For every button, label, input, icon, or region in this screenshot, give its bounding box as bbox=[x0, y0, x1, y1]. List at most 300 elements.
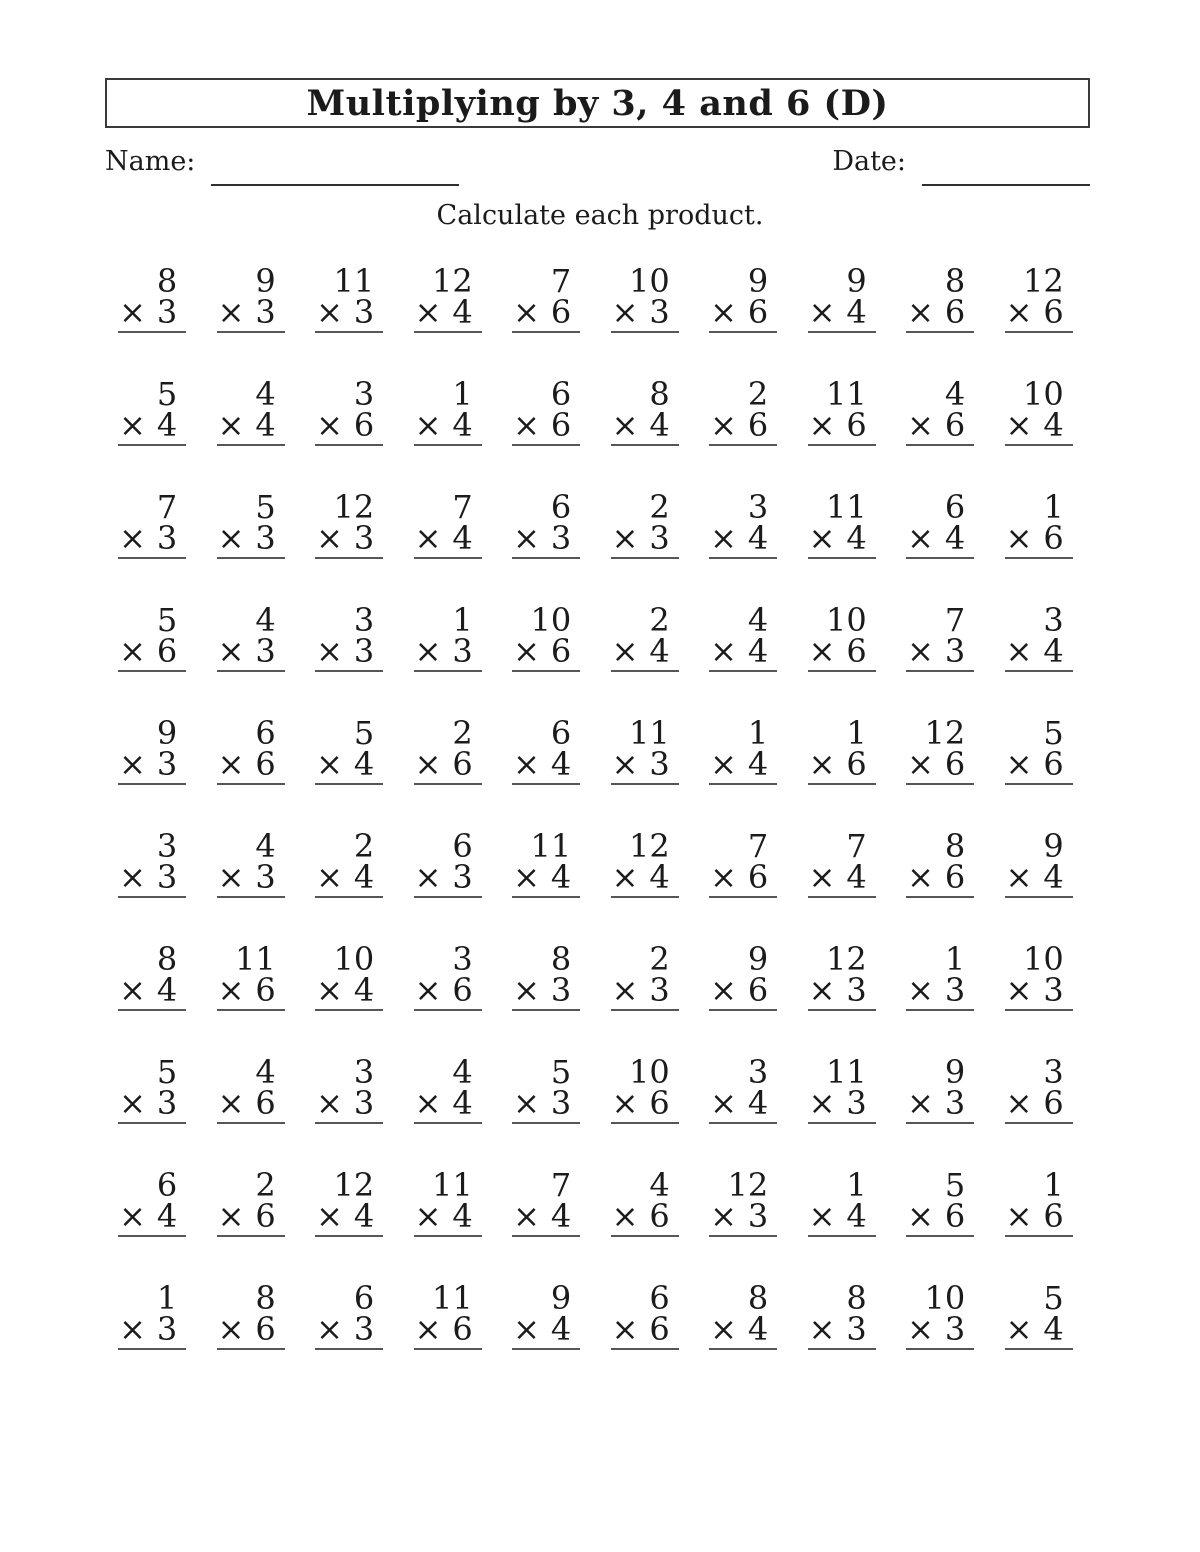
multiplicand: 2 bbox=[649, 940, 670, 978]
multiplicand: 6 bbox=[156, 1166, 178, 1204]
times-sign: × bbox=[217, 745, 245, 783]
date-blank-line bbox=[922, 184, 1090, 186]
multiplier: 3 bbox=[550, 1084, 572, 1122]
multiplier: 3 bbox=[156, 293, 178, 331]
problem bbox=[808, 827, 876, 898]
multiplier-row bbox=[611, 1310, 679, 1348]
times-sign: × bbox=[611, 1197, 639, 1235]
multiplicand: 9 bbox=[550, 1279, 572, 1317]
problem bbox=[118, 262, 186, 333]
problem bbox=[808, 1166, 876, 1237]
problem bbox=[906, 601, 974, 672]
multiplier-row bbox=[1005, 745, 1073, 783]
name-blank-line bbox=[211, 184, 459, 186]
multiplier-row bbox=[611, 971, 679, 1009]
multiplier: 3 bbox=[156, 519, 178, 557]
multiplier-row bbox=[611, 519, 679, 557]
multiplier-row bbox=[906, 406, 974, 444]
multiplicand: 9 bbox=[747, 262, 769, 300]
multiplier: 3 bbox=[156, 858, 178, 896]
multiplicand: 4 bbox=[747, 601, 769, 639]
times-sign: × bbox=[611, 1084, 639, 1122]
times-sign: × bbox=[513, 1310, 540, 1348]
problem bbox=[709, 940, 777, 1011]
multiplier-row bbox=[808, 632, 876, 670]
multiplier-row bbox=[808, 1084, 876, 1122]
multiplicand: 9 bbox=[846, 262, 867, 300]
times-sign: × bbox=[316, 519, 343, 557]
multiplicand: 12 bbox=[432, 262, 473, 300]
multiplicand: 5 bbox=[353, 714, 375, 752]
problem bbox=[709, 1053, 777, 1124]
multiplier: 4 bbox=[353, 745, 375, 783]
problem bbox=[709, 601, 777, 672]
problems-grid bbox=[103, 262, 1088, 1350]
multiplier: 3 bbox=[846, 1310, 867, 1348]
multiplier: 3 bbox=[944, 1084, 966, 1122]
title-box bbox=[105, 78, 1090, 128]
problem bbox=[512, 1053, 580, 1124]
problem bbox=[315, 1053, 383, 1124]
times-sign: × bbox=[217, 1197, 245, 1235]
times-sign: × bbox=[611, 1310, 639, 1348]
multiplier-row bbox=[808, 293, 876, 331]
problem bbox=[709, 375, 777, 446]
multiplier: 6 bbox=[649, 1310, 670, 1348]
multiplier-row bbox=[709, 519, 777, 557]
multiplier-row bbox=[1005, 1310, 1073, 1348]
multiplier-row bbox=[118, 632, 186, 670]
problem bbox=[1005, 1279, 1073, 1350]
multiplicand: 1 bbox=[747, 714, 769, 752]
multiplicand: 6 bbox=[452, 827, 473, 865]
times-sign: × bbox=[710, 971, 737, 1009]
multiplier-row bbox=[1005, 406, 1073, 444]
multiplier: 4 bbox=[747, 1084, 769, 1122]
multiplier: 4 bbox=[156, 971, 178, 1009]
multiplicand: 5 bbox=[550, 1053, 572, 1091]
times-sign: × bbox=[316, 293, 343, 331]
problem bbox=[709, 1166, 777, 1237]
multiplicand: 2 bbox=[649, 488, 670, 526]
multiplier-row bbox=[414, 1197, 482, 1235]
multiplicand: 11 bbox=[826, 488, 867, 526]
multiplicand: 11 bbox=[432, 1279, 473, 1317]
multiplier-row bbox=[611, 858, 679, 896]
times-sign: × bbox=[217, 971, 245, 1009]
times-sign: × bbox=[907, 632, 934, 670]
times-sign: × bbox=[217, 858, 245, 896]
problem bbox=[611, 1279, 679, 1350]
multiplier: 6 bbox=[1043, 519, 1064, 557]
multiplier-row bbox=[315, 1084, 383, 1122]
times-sign: × bbox=[1005, 632, 1033, 670]
multiplicand: 1 bbox=[452, 601, 473, 639]
problem bbox=[315, 488, 383, 559]
multiplicand: 1 bbox=[1043, 1166, 1064, 1204]
times-sign: × bbox=[513, 406, 540, 444]
problem bbox=[315, 827, 383, 898]
times-sign: × bbox=[710, 406, 737, 444]
multiplier-row bbox=[512, 971, 580, 1009]
times-sign: × bbox=[808, 1084, 836, 1122]
multiplier-row bbox=[906, 858, 974, 896]
multiplicand: 12 bbox=[333, 488, 375, 526]
multiplier-row bbox=[611, 745, 679, 783]
problem bbox=[118, 375, 186, 446]
multiplier-row bbox=[611, 1084, 679, 1122]
problem bbox=[118, 940, 186, 1011]
multiplicand: 6 bbox=[550, 714, 572, 752]
multiplicand: 3 bbox=[353, 1053, 375, 1091]
times-sign: × bbox=[808, 406, 836, 444]
multiplier-row bbox=[709, 971, 777, 1009]
multiplier: 6 bbox=[944, 293, 966, 331]
multiplier-row bbox=[414, 971, 482, 1009]
problem bbox=[611, 714, 679, 785]
problem bbox=[315, 262, 383, 333]
multiplier-row bbox=[414, 293, 482, 331]
problem bbox=[315, 1166, 383, 1237]
times-sign: × bbox=[119, 1084, 146, 1122]
multiplier: 4 bbox=[452, 1084, 473, 1122]
problem bbox=[512, 375, 580, 446]
problem bbox=[217, 375, 285, 446]
multiplier-row bbox=[512, 745, 580, 783]
multiplicand: 1 bbox=[846, 1166, 867, 1204]
multiplier: 4 bbox=[846, 858, 867, 896]
problem bbox=[1005, 1053, 1073, 1124]
multiplicand: 1 bbox=[452, 375, 473, 413]
multiplier-row bbox=[808, 406, 876, 444]
times-sign: × bbox=[316, 632, 343, 670]
multiplicand: 12 bbox=[826, 940, 867, 978]
multiplier: 3 bbox=[846, 971, 867, 1009]
multiplier-row bbox=[118, 858, 186, 896]
problem bbox=[217, 262, 285, 333]
problem bbox=[808, 714, 876, 785]
multiplicand: 6 bbox=[550, 375, 572, 413]
multiplier-row bbox=[217, 632, 285, 670]
problem bbox=[906, 1279, 974, 1350]
times-sign: × bbox=[316, 1197, 343, 1235]
multiplier-row bbox=[611, 293, 679, 331]
multiplier-row bbox=[906, 1197, 974, 1235]
multiplier: 4 bbox=[649, 858, 670, 896]
problem bbox=[512, 1166, 580, 1237]
problem bbox=[1005, 827, 1073, 898]
problem bbox=[512, 601, 580, 672]
multiplicand: 9 bbox=[944, 1053, 966, 1091]
multiplier-row bbox=[808, 858, 876, 896]
times-sign: × bbox=[119, 1197, 146, 1235]
problem bbox=[1005, 940, 1073, 1011]
times-sign: × bbox=[513, 745, 540, 783]
multiplier-row bbox=[709, 406, 777, 444]
multiplier-row bbox=[906, 1310, 974, 1348]
multiplicand: 5 bbox=[255, 488, 276, 526]
multiplier: 4 bbox=[649, 632, 670, 670]
multiplier: 4 bbox=[156, 1197, 178, 1235]
multiplier-row bbox=[906, 971, 974, 1009]
multiplier-row bbox=[217, 1310, 285, 1348]
multiplier: 3 bbox=[156, 745, 178, 783]
multiplier: 6 bbox=[944, 745, 966, 783]
times-sign: × bbox=[710, 745, 737, 783]
problem bbox=[808, 1053, 876, 1124]
multiplier: 3 bbox=[649, 293, 670, 331]
problem bbox=[414, 827, 482, 898]
times-sign: × bbox=[611, 519, 639, 557]
multiplier: 3 bbox=[353, 632, 375, 670]
multiplier: 3 bbox=[255, 632, 276, 670]
problem bbox=[709, 1279, 777, 1350]
multiplicand: 9 bbox=[156, 714, 178, 752]
multiplicand: 4 bbox=[255, 375, 276, 413]
problem bbox=[315, 1279, 383, 1350]
problem bbox=[315, 375, 383, 446]
multiplier: 3 bbox=[452, 858, 473, 896]
times-sign: × bbox=[414, 745, 442, 783]
problem bbox=[709, 827, 777, 898]
times-sign: × bbox=[414, 858, 442, 896]
multiplicand: 6 bbox=[550, 488, 572, 526]
times-sign: × bbox=[513, 1084, 540, 1122]
problem bbox=[315, 940, 383, 1011]
problem bbox=[118, 827, 186, 898]
multiplier-row bbox=[808, 971, 876, 1009]
multiplier-row bbox=[808, 1310, 876, 1348]
date-label: Date: bbox=[832, 146, 906, 177]
multiplicand: 7 bbox=[550, 262, 572, 300]
problem bbox=[808, 262, 876, 333]
problem bbox=[512, 1279, 580, 1350]
multiplicand: 7 bbox=[747, 827, 769, 865]
multiplicand: 1 bbox=[944, 940, 966, 978]
times-sign: × bbox=[808, 1310, 836, 1348]
multiplicand: 11 bbox=[432, 1166, 473, 1204]
times-sign: × bbox=[808, 971, 836, 1009]
times-sign: × bbox=[316, 1310, 343, 1348]
problem bbox=[118, 1166, 186, 1237]
problem bbox=[315, 601, 383, 672]
multiplier-row bbox=[611, 406, 679, 444]
multiplier-row bbox=[808, 1197, 876, 1235]
problem bbox=[611, 940, 679, 1011]
times-sign: × bbox=[316, 406, 343, 444]
multiplicand: 2 bbox=[353, 827, 375, 865]
problem bbox=[512, 488, 580, 559]
times-sign: × bbox=[611, 293, 639, 331]
multiplier: 4 bbox=[353, 1197, 375, 1235]
multiplier-row bbox=[1005, 519, 1073, 557]
problem bbox=[906, 1053, 974, 1124]
multiplier: 6 bbox=[747, 971, 769, 1009]
multiplier-row bbox=[1005, 1197, 1073, 1235]
name-label: Name: bbox=[105, 146, 196, 177]
times-sign: × bbox=[513, 293, 540, 331]
multiplier: 3 bbox=[353, 1310, 375, 1348]
problem bbox=[414, 488, 482, 559]
times-sign: × bbox=[119, 858, 146, 896]
times-sign: × bbox=[907, 745, 934, 783]
multiplier: 6 bbox=[452, 745, 473, 783]
problem bbox=[709, 488, 777, 559]
multiplicand: 2 bbox=[649, 601, 670, 639]
times-sign: × bbox=[414, 293, 442, 331]
multiplicand: 8 bbox=[846, 1279, 867, 1317]
multiplier: 3 bbox=[353, 1084, 375, 1122]
problem bbox=[906, 262, 974, 333]
multiplier: 3 bbox=[649, 519, 670, 557]
multiplicand: 4 bbox=[255, 1053, 276, 1091]
multiplier: 3 bbox=[550, 519, 572, 557]
multiplier: 6 bbox=[550, 406, 572, 444]
multiplier-row bbox=[512, 1197, 580, 1235]
times-sign: × bbox=[710, 1197, 737, 1235]
problem bbox=[709, 262, 777, 333]
multiplicand: 4 bbox=[944, 375, 966, 413]
problem bbox=[217, 714, 285, 785]
multiplier-row bbox=[217, 1197, 285, 1235]
times-sign: × bbox=[1005, 519, 1033, 557]
problem bbox=[414, 601, 482, 672]
multiplier-row bbox=[217, 1084, 285, 1122]
multiplicand: 1 bbox=[846, 714, 867, 752]
multiplier-row bbox=[315, 406, 383, 444]
times-sign: × bbox=[907, 406, 934, 444]
multiplier: 3 bbox=[353, 519, 375, 557]
multiplicand: 9 bbox=[255, 262, 276, 300]
times-sign: × bbox=[119, 1310, 146, 1348]
multiplicand: 7 bbox=[156, 488, 178, 526]
multiplier-row bbox=[118, 293, 186, 331]
multiplicand: 8 bbox=[550, 940, 572, 978]
problem bbox=[118, 714, 186, 785]
problem bbox=[808, 375, 876, 446]
multiplier: 4 bbox=[747, 632, 769, 670]
multiplicand: 6 bbox=[353, 1279, 375, 1317]
problem bbox=[1005, 714, 1073, 785]
multiplicand: 12 bbox=[333, 1166, 375, 1204]
multiplicand: 1 bbox=[156, 1279, 178, 1317]
multiplier-row bbox=[709, 1084, 777, 1122]
problem bbox=[512, 262, 580, 333]
multiplier-row bbox=[217, 406, 285, 444]
problem bbox=[906, 827, 974, 898]
multiplicand: 12 bbox=[629, 827, 670, 865]
problem bbox=[512, 827, 580, 898]
problem bbox=[709, 714, 777, 785]
multiplier: 4 bbox=[353, 971, 375, 1009]
multiplier-row bbox=[217, 745, 285, 783]
multiplicand: 10 bbox=[826, 601, 867, 639]
multiplier-row bbox=[512, 858, 580, 896]
times-sign: × bbox=[119, 745, 146, 783]
multiplicand: 4 bbox=[452, 1053, 473, 1091]
multiplicand: 7 bbox=[550, 1166, 572, 1204]
problem bbox=[512, 940, 580, 1011]
multiplicand: 3 bbox=[1043, 1053, 1064, 1091]
multiplier: 6 bbox=[846, 745, 867, 783]
multiplier-row bbox=[118, 971, 186, 1009]
times-sign: × bbox=[513, 519, 540, 557]
multiplicand: 3 bbox=[452, 940, 473, 978]
problem bbox=[217, 940, 285, 1011]
multiplier: 6 bbox=[649, 1197, 670, 1235]
problem bbox=[414, 1053, 482, 1124]
multiplier-row bbox=[906, 293, 974, 331]
problem bbox=[217, 1279, 285, 1350]
multiplicand: 11 bbox=[333, 262, 375, 300]
times-sign: × bbox=[513, 858, 540, 896]
multiplier: 6 bbox=[1043, 293, 1064, 331]
multiplier-row bbox=[512, 519, 580, 557]
problem bbox=[118, 601, 186, 672]
multiplicand: 10 bbox=[629, 1053, 670, 1091]
multiplicand: 6 bbox=[944, 488, 966, 526]
times-sign: × bbox=[611, 632, 639, 670]
times-sign: × bbox=[513, 971, 540, 1009]
multiplier: 6 bbox=[649, 1084, 670, 1122]
multiplicand: 5 bbox=[156, 375, 178, 413]
times-sign: × bbox=[119, 632, 146, 670]
problem bbox=[414, 1166, 482, 1237]
times-sign: × bbox=[217, 519, 245, 557]
multiplier: 4 bbox=[944, 519, 966, 557]
multiplicand: 2 bbox=[747, 375, 769, 413]
multiplicand: 3 bbox=[747, 1053, 769, 1091]
problem bbox=[414, 940, 482, 1011]
times-sign: × bbox=[611, 971, 639, 1009]
multiplier-row bbox=[315, 1310, 383, 1348]
times-sign: × bbox=[611, 858, 639, 896]
problem bbox=[611, 601, 679, 672]
times-sign: × bbox=[119, 293, 146, 331]
multiplier: 6 bbox=[550, 632, 572, 670]
multiplier: 3 bbox=[255, 519, 276, 557]
multiplicand: 10 bbox=[924, 1279, 966, 1317]
multiplier: 6 bbox=[255, 745, 276, 783]
multiplier: 4 bbox=[156, 406, 178, 444]
multiplier-row bbox=[512, 1084, 580, 1122]
problem bbox=[414, 375, 482, 446]
problem bbox=[808, 940, 876, 1011]
problem bbox=[808, 601, 876, 672]
times-sign: × bbox=[907, 1310, 934, 1348]
multiplier: 6 bbox=[944, 406, 966, 444]
multiplier-row bbox=[808, 745, 876, 783]
multiplier-row bbox=[315, 971, 383, 1009]
multiplier-row bbox=[315, 632, 383, 670]
date-field bbox=[832, 146, 1090, 177]
problem bbox=[1005, 601, 1073, 672]
times-sign: × bbox=[1005, 745, 1033, 783]
multiplier: 6 bbox=[255, 971, 276, 1009]
problem bbox=[906, 714, 974, 785]
times-sign: × bbox=[1005, 858, 1033, 896]
multiplier: 4 bbox=[452, 1197, 473, 1235]
multiplier-row bbox=[709, 1197, 777, 1235]
multiplier: 4 bbox=[255, 406, 276, 444]
multiplier: 4 bbox=[846, 519, 867, 557]
multiplicand: 5 bbox=[156, 1053, 178, 1091]
multiplicand: 3 bbox=[353, 375, 375, 413]
problem bbox=[1005, 375, 1073, 446]
multiplicand: 10 bbox=[1023, 940, 1064, 978]
problem bbox=[1005, 262, 1073, 333]
multiplier-row bbox=[414, 632, 482, 670]
